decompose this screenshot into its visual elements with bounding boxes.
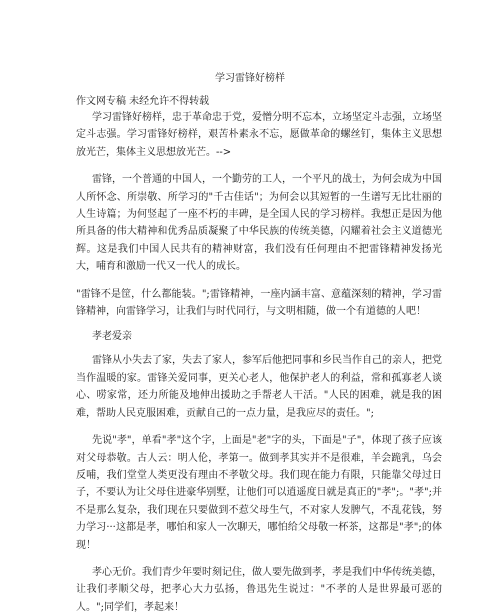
intro-paragraph: 雷锋，一个普通的中国人，一个勤劳的工人，一个平凡的战士，为何会成为中国人所怀念、所崇敬、所学习的"千古佳话"；为何会以其短暂的一生谱写无比壮丽的人生诗篇；为何竖起了一座不朽的丰碑，是全国人民的学习榜样。我想正是因为他所具备的伟大精神和优秀品质凝聚了中华民族的传统美德，闪耀着社会主义道德光辉。这是我们中国人民共有的精神财富，我们没有任何理由不把雷锋精神发扬光大，哺育和激励一代又一代人的成长。 <box>76 174 442 273</box>
copyright-note: 作文网专稿 未经允许不得转载 <box>76 96 210 107</box>
lyrics-paragraph: 学习雷锋好榜样，忠于革命忠于党，爱憎分明不忘本，立场坚定斗志强，立场坚定斗志强。学习雷锋好榜样，艰苦朴素永不忘，愿做革命的螺丝钉，集体主义思想放光芒，集体主义思想放光芒。--> <box>76 112 442 158</box>
closing-paragraph: 孝心无价。我们青少年要时刻记住，做人要先做到孝，孝是我们中华传统美德，让我们孝顺父母，把孝心大力弘扬，鲁迅先生说过："不孝的人是世界最可恶的人。";同学们，孝起来！ <box>76 566 442 613</box>
section-heading: 孝老爱亲 <box>92 331 132 343</box>
filial-piety-paragraph: 先说"孝"，单看"孝"这个字，上面是"老"字的头，下面是"子"，体现了孩子应该对父母恭敬。古人云：明人伦，孝第一。做到孝其实并不是很难，羊会跪乳，乌会反哺，我们堂堂人类更没有理由不孝敬父母。我们现在能力有限，只能靠父母过日子，不要认为让父母住进豪华别墅，让他们可以逍遥度日就是真正的"孝";。"孝";并不是那么复杂，我们现在只要做到不惹父母生气，不对家人发脾气，不乱花钱，努力学习···这都是孝，哪怕和家人一次聊天，哪怕给父母敬一杯茶，这都是"孝";的体现！ <box>76 435 442 551</box>
document-title: 学习雷锋好榜样 <box>215 73 285 84</box>
care-elders-paragraph: 雷锋从小失去了家，失去了家人，参军后他把同事和乡民当作自己的亲人，把党当作温暖的家。雷锋关爱同事，更关心老人，他保护老人的利益，常和孤寡老人谈心、唠家常，还力所能及地伸出援助之手帮老人干活。"人民的困难，就是我的困难，帮助人民克服困难，贡献自己的一点力量，是我应尽的责任。"; <box>76 355 442 419</box>
quote-paragraph: "雷锋不是筐，什么都能装。";雷锋精神，一座内涵丰富、意蕴深刻的精神，学习雷锋精神，向雷锋学习，让我们与时代同行，与文明相随，做一个有道德的人吧！ <box>76 288 442 318</box>
